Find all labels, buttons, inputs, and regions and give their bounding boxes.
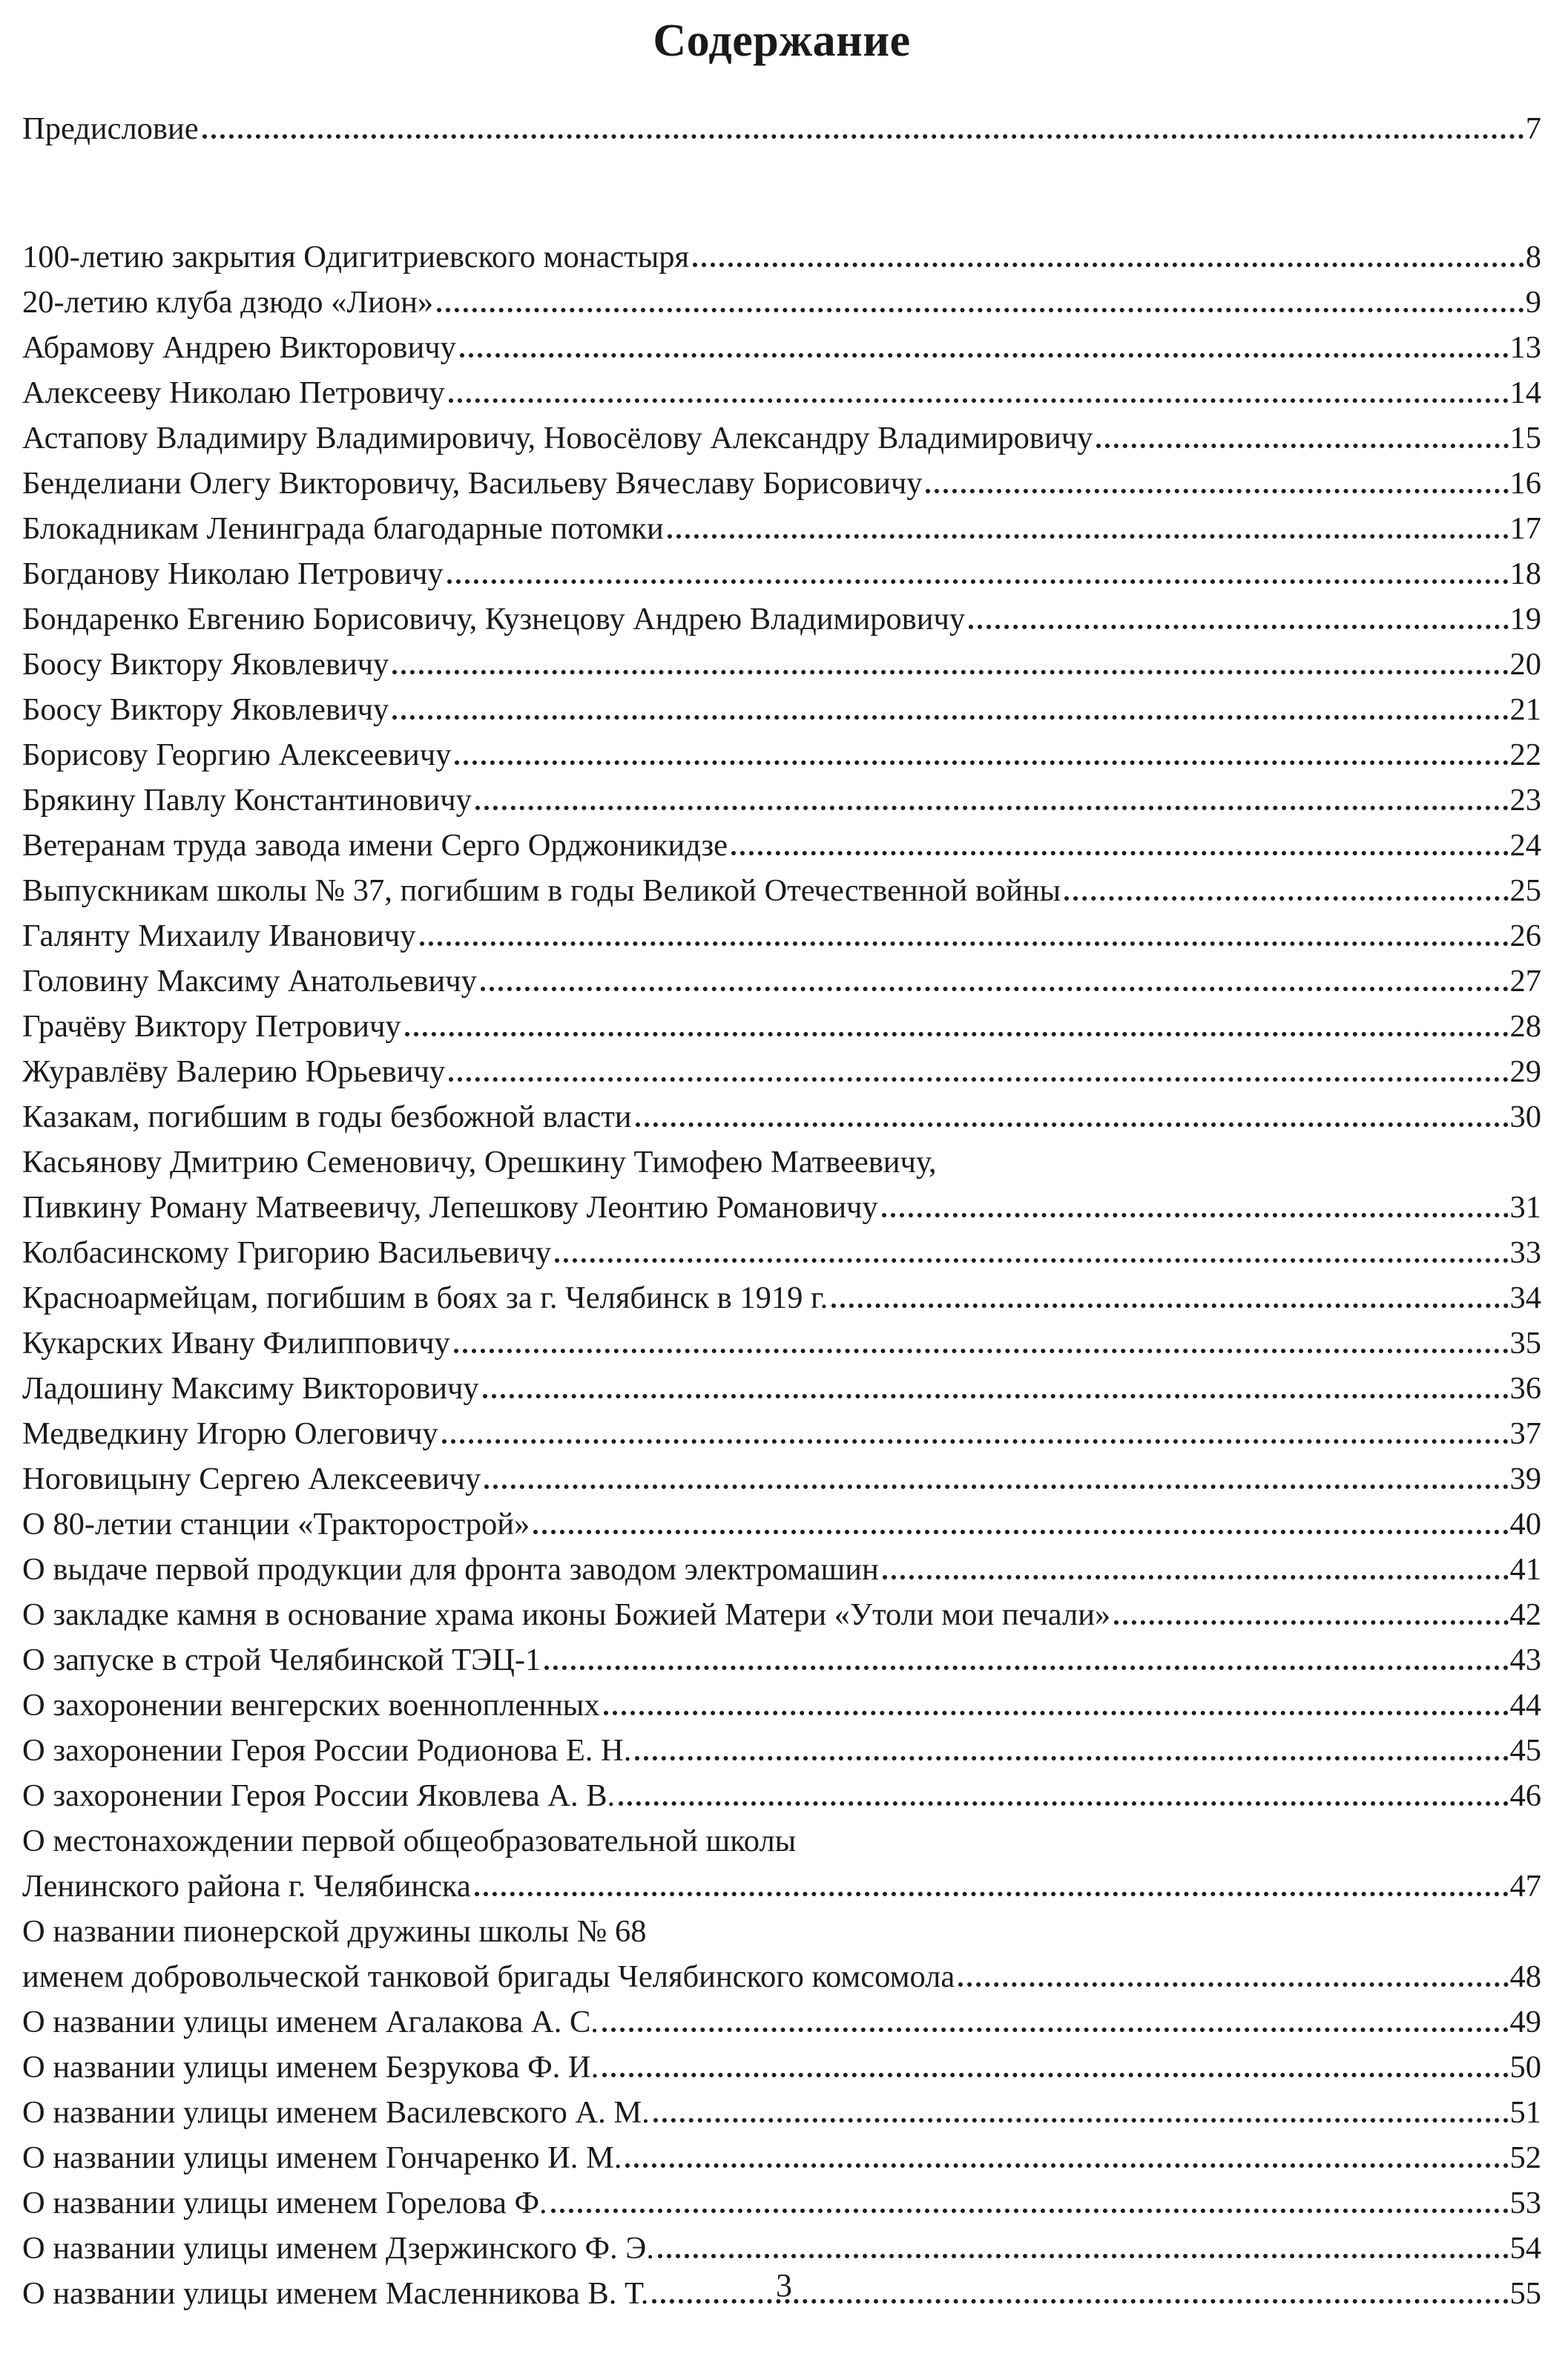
toc-entry-line xyxy=(22,1230,1541,1275)
toc-entry-line xyxy=(22,1909,1541,1954)
toc-page-number: 34 xyxy=(1509,1280,1541,1315)
toc-entry-line xyxy=(22,1502,1541,1547)
toc-leader-dots xyxy=(882,1213,1509,1217)
toc-entry-line xyxy=(22,1683,1541,1728)
toc-entry xyxy=(22,823,1541,868)
toc-entry xyxy=(22,2180,1541,2226)
toc-entry-line xyxy=(22,415,1541,461)
toc-entry xyxy=(22,2045,1541,2090)
toc-entry-line xyxy=(22,868,1541,913)
toc-page-number: 21 xyxy=(1509,692,1541,727)
toc-entry-line xyxy=(22,1999,1541,2045)
toc-entry-line xyxy=(22,1275,1541,1321)
toc-leader-dots xyxy=(420,941,1509,946)
toc-entry-line xyxy=(22,325,1541,370)
toc-entry-line xyxy=(22,1637,1541,1683)
toc-entry-label: Боосу Виктору Яковлевичу xyxy=(22,647,389,682)
toc-page-number: 55 xyxy=(1509,2276,1541,2311)
toc-leader-dots xyxy=(449,398,1509,403)
toc-leader-dots xyxy=(658,2254,1509,2258)
toc-entry xyxy=(22,415,1541,461)
toc-leader-dots xyxy=(731,851,1509,855)
toc-leader-dots xyxy=(475,1892,1509,1896)
toc-entry xyxy=(22,1773,1541,1818)
toc-entry xyxy=(22,1049,1541,1094)
toc-page-number: 52 xyxy=(1509,2140,1541,2175)
toc-page-number: 20 xyxy=(1509,647,1541,682)
toc-leader-dots xyxy=(454,1349,1509,1353)
toc-entry-line xyxy=(22,1547,1541,1592)
toc-entry xyxy=(22,1321,1541,1366)
toc-entry xyxy=(22,506,1541,551)
toc-entry-label: Ноговицыну Сергею Алексеевичу xyxy=(22,1462,481,1496)
toc-entry-label: Казакам, погибшим в годы безбожной власти xyxy=(22,1099,632,1134)
toc-entry-label: О названии пионерской дружины школы № 68 xyxy=(22,1914,647,1949)
toc-entry xyxy=(22,2090,1541,2135)
toc-entry xyxy=(22,1456,1541,1502)
toc-entry-label: Ленинского района г. Челябинска xyxy=(22,1869,471,1904)
toc-page-number: 22 xyxy=(1509,737,1541,772)
toc-entry xyxy=(22,2135,1541,2180)
toc-entry-label: Журавлёву Валерию Юрьевичу xyxy=(22,1054,446,1089)
toc-entry-line xyxy=(22,1954,1541,1999)
toc-entry-line xyxy=(22,642,1541,687)
toc-leader-dots xyxy=(475,806,1509,810)
toc-entry xyxy=(22,1999,1541,2045)
toc-entry-line xyxy=(22,106,1541,151)
toc-entry xyxy=(22,234,1541,280)
toc-entry xyxy=(22,461,1541,506)
toc-entry-label: Блокадникам Ленинграда благодарные потомки xyxy=(22,511,664,546)
toc-entry xyxy=(22,1909,1541,1999)
toc-page-number: 51 xyxy=(1509,2095,1541,2130)
toc-page-number: 39 xyxy=(1509,1462,1541,1496)
toc-entry-label: О захоронении Героя России Яковлева А. В. xyxy=(22,1778,616,1813)
toc-entry-label: Пивкину Роману Матвеевичу, Лепешкову Леонтию Романовичу xyxy=(22,1190,878,1225)
toc-entry-line xyxy=(22,687,1541,732)
toc-entry-line xyxy=(22,823,1541,868)
toc-page-number: 43 xyxy=(1509,1643,1541,1677)
toc-entry-line xyxy=(22,370,1541,415)
toc-entry-label: Ветеранам труда завода имени Серго Орджоникидзе xyxy=(22,828,728,863)
toc-entry-line xyxy=(22,234,1541,280)
toc-leader-dots xyxy=(653,2118,1509,2123)
toc-entry-label: Богданову Николаю Петровичу xyxy=(22,556,444,591)
toc-page-number: 24 xyxy=(1509,828,1541,863)
toc-leader-dots xyxy=(1114,1620,1508,1625)
toc-page-number: 16 xyxy=(1509,466,1541,501)
toc-page-number: 50 xyxy=(1509,2050,1541,2085)
toc-entry-label: Головину Максиму Анатольевичу xyxy=(22,964,477,999)
toc-leader-dots xyxy=(447,579,1509,584)
toc-entry-label: О названии улицы именем Агалакова А. С. xyxy=(22,2005,599,2039)
toc-leader-dots xyxy=(460,353,1509,358)
toc-entry xyxy=(22,2226,1541,2271)
toc-page-number: 45 xyxy=(1509,1733,1541,1768)
toc-leader-dots xyxy=(405,1032,1509,1036)
toc-leader-dots xyxy=(392,670,1508,674)
toc-entry-label: Грачёву Виктору Петровичу xyxy=(22,1009,401,1044)
toc-leader-dots xyxy=(636,1122,1509,1127)
toc-entry xyxy=(22,777,1541,823)
toc-entry-label: Колбасинскому Григорию Васильевичу xyxy=(22,1235,552,1270)
toc-entry xyxy=(22,1637,1541,1683)
toc-entry-label: Абрамову Андрею Викторовичу xyxy=(22,330,456,365)
page-title: Содержание xyxy=(653,16,911,66)
toc-leader-dots xyxy=(1096,444,1508,448)
toc-entry xyxy=(22,687,1541,732)
toc-entry xyxy=(22,280,1541,325)
footer-page-number: 3 xyxy=(776,2267,792,2304)
toc-page-number: 25 xyxy=(1509,873,1541,908)
toc-page-number: 31 xyxy=(1509,1190,1541,1225)
toc-entry-label: Кукарских Ивану Филипповичу xyxy=(22,1326,450,1361)
toc-leader-dots xyxy=(1064,896,1508,901)
toc-leader-dots xyxy=(483,1394,1509,1398)
toc-entry xyxy=(22,1366,1541,1411)
toc-entry-line xyxy=(22,1140,1541,1185)
toc-entry xyxy=(22,551,1541,596)
toc-entry-label: Брякину Павлу Константиновичу xyxy=(22,783,472,818)
toc-leader-dots xyxy=(555,1258,1508,1263)
toc-entry-label: 20-летию клуба дзюдо «Лион» xyxy=(22,285,434,320)
toc-entry-line xyxy=(22,2180,1541,2226)
toc-page-number: 18 xyxy=(1509,556,1541,591)
toc-leader-dots xyxy=(693,263,1524,267)
toc-page-number: 8 xyxy=(1525,240,1541,274)
toc-entry-line xyxy=(22,1456,1541,1502)
toc-entry-label: Бенделиани Олегу Викторовичу, Васильеву Вячеславу Борисовичу xyxy=(22,466,923,501)
toc-entry-line xyxy=(22,1864,1541,1909)
toc-leader-dots xyxy=(831,1303,1508,1308)
toc-leader-dots xyxy=(551,2209,1509,2213)
toc-entry xyxy=(22,325,1541,370)
toc-leader-dots xyxy=(484,1485,1508,1489)
toc-entry-line xyxy=(22,1366,1541,1411)
toc-page-number: 27 xyxy=(1509,964,1541,999)
toc-leader-dots xyxy=(969,625,1508,629)
toc-leader-dots xyxy=(481,987,1509,991)
toc-page-number: 9 xyxy=(1525,285,1541,320)
toc-list xyxy=(22,106,1541,2316)
toc-entry xyxy=(22,1004,1541,1049)
toc-entry-label: именем добровольческой танковой бригады Челябинского комсомола xyxy=(22,1959,955,1994)
toc-entry xyxy=(22,732,1541,777)
toc-entry xyxy=(22,1094,1541,1140)
toc-entry-line xyxy=(22,596,1541,642)
toc-entry-label: Касьянову Дмитрию Семеновичу, Орешкину Тимофею Матвеевичу, xyxy=(22,1145,937,1180)
toc-entry xyxy=(22,868,1541,913)
toc-leader-dots xyxy=(602,2073,1508,2077)
toc-entry-label: Борисову Георгию Алексеевичу xyxy=(22,737,452,772)
toc-leader-dots xyxy=(926,489,1508,493)
toc-leader-dots xyxy=(442,1439,1509,1444)
toc-entry-label: О названии улицы именем Гончаренко И. М. xyxy=(22,2140,622,2175)
toc-leader-dots xyxy=(449,1077,1508,1082)
toc-entry xyxy=(22,1275,1541,1321)
toc-entry-label: О названии улицы именем Дзержинского Ф. Э. xyxy=(22,2231,654,2266)
toc-leader-dots xyxy=(533,1530,1508,1534)
toc-entry-label: О названии улицы именем Безрукова Ф. И. xyxy=(22,2050,599,2085)
toc-page-number: 47 xyxy=(1509,1869,1541,1904)
toc-leader-dots xyxy=(883,1575,1509,1579)
toc-entry-label: Ладошину Максиму Викторовичу xyxy=(22,1371,479,1406)
toc-entry-line xyxy=(22,551,1541,596)
toc-entry xyxy=(22,1411,1541,1456)
toc-entry-label: О захоронении Героя России Родионова Е. Н. xyxy=(22,1733,632,1768)
toc-leader-dots xyxy=(392,715,1508,720)
toc-entry-label: О 80-летии станции «Тракторострой» xyxy=(22,1507,530,1542)
toc-entry-line xyxy=(22,2090,1541,2135)
toc-entry-label: О запуске в строй Челябинской ТЭЦ-1 xyxy=(22,1643,541,1677)
toc-entry-line xyxy=(22,1049,1541,1094)
toc-page-number: 42 xyxy=(1509,1597,1541,1632)
toc-entry xyxy=(22,1592,1541,1637)
toc-entry-label: О захоронении венгерских военнопленных xyxy=(22,1688,600,1723)
toc-entry-line xyxy=(22,1094,1541,1140)
toc-page-number: 49 xyxy=(1509,2005,1541,2039)
toc-entry xyxy=(22,106,1541,151)
toc-leader-dots xyxy=(958,1982,1508,1987)
toc-entry-line xyxy=(22,1004,1541,1049)
toc-leader-dots xyxy=(455,760,1508,765)
toc-entry-line xyxy=(22,1411,1541,1456)
toc-page-number: 36 xyxy=(1509,1371,1541,1406)
toc-leader-dots xyxy=(668,534,1509,539)
toc-page-number: 29 xyxy=(1509,1054,1541,1089)
toc-entry-line xyxy=(22,506,1541,551)
toc-entry xyxy=(22,1230,1541,1275)
toc-entry xyxy=(22,1140,1541,1230)
toc-page-number: 44 xyxy=(1509,1688,1541,1723)
toc-entry-label: О названии улицы именем Горелова Ф. xyxy=(22,2186,547,2220)
toc-entry-label: Алексееву Николаю Петровичу xyxy=(22,375,445,410)
toc-page-number: 41 xyxy=(1509,1552,1541,1587)
toc-entry-label: Медведкину Игорю Олеговичу xyxy=(22,1416,438,1451)
toc-entry-line xyxy=(22,2135,1541,2180)
toc-entry-line xyxy=(22,2226,1541,2271)
toc-entry-line xyxy=(22,1773,1541,1818)
toc-entry xyxy=(22,1728,1541,1773)
toc-entry xyxy=(22,370,1541,415)
toc-entry-line xyxy=(22,1321,1541,1366)
toc-entry-label: О названии улицы именем Василевского А. М. xyxy=(22,2095,650,2130)
toc-entry xyxy=(22,1502,1541,1547)
toc-page-number: 37 xyxy=(1509,1416,1541,1451)
toc-page-number: 35 xyxy=(1509,1326,1541,1361)
toc-leader-dots xyxy=(437,308,1524,312)
toc-entry-label: Предисловие xyxy=(22,111,199,146)
toc-entry xyxy=(22,596,1541,642)
toc-page-number: 15 xyxy=(1509,421,1541,456)
toc-entry-label: О выдаче первой продукции для фронта заводом электромашин xyxy=(22,1552,879,1587)
toc-entry-line xyxy=(22,913,1541,959)
toc-entry xyxy=(22,1547,1541,1592)
toc-entry-label: Выпускникам школы № 37, погибшим в годы Великой Отечественной войны xyxy=(22,873,1061,908)
toc-entry-label: Бондаренко Евгению Борисовичу, Кузнецову Андрею Владимировичу xyxy=(22,602,966,637)
toc-entry xyxy=(22,1683,1541,1728)
toc-page-number: 23 xyxy=(1509,783,1541,818)
toc-entry-label: О местонахождении первой общеобразовательной школы xyxy=(22,1824,797,1858)
toc-entry-line xyxy=(22,959,1541,1004)
toc-leader-dots xyxy=(619,1801,1508,1806)
toc-page-number: 46 xyxy=(1509,1778,1541,1813)
toc-entry-label: Красноармейцам, погибшим в боях за г. Челябинск в 1919 г. xyxy=(22,1280,829,1315)
toc-page-number: 53 xyxy=(1509,2186,1541,2220)
toc-page-number: 19 xyxy=(1509,602,1541,637)
toc-page-number: 28 xyxy=(1509,1009,1541,1044)
toc-page-number: 40 xyxy=(1509,1507,1541,1542)
toc-leader-dots xyxy=(202,134,1524,139)
toc-page-number: 14 xyxy=(1509,375,1541,410)
toc-leader-dots xyxy=(635,1756,1508,1760)
toc-entry-line xyxy=(22,1185,1541,1230)
toc-entry-label: Галянту Михаилу Ивановичу xyxy=(22,918,416,953)
toc-leader-dots xyxy=(625,2163,1508,2168)
toc-leader-dots xyxy=(544,1666,1508,1670)
toc-entry-line xyxy=(22,2045,1541,2090)
toc-entry-line xyxy=(22,777,1541,823)
toc-page-number: 30 xyxy=(1509,1099,1541,1134)
toc-entry-label: О названии улицы именем Масленникова В. Т. xyxy=(22,2276,649,2311)
toc-page-number: 54 xyxy=(1509,2231,1541,2266)
toc-entry xyxy=(22,642,1541,687)
toc-entry-line xyxy=(22,1728,1541,1773)
toc-leader-dots xyxy=(602,2028,1509,2032)
toc-page-number: 17 xyxy=(1509,511,1541,546)
toc-entry-line xyxy=(22,1592,1541,1637)
toc-leader-dots xyxy=(604,1711,1509,1715)
toc-entry xyxy=(22,959,1541,1004)
toc-entry xyxy=(22,1818,1541,1909)
toc-entry-label: Боосу Виктору Яковлевичу xyxy=(22,692,389,727)
toc-page-number: 26 xyxy=(1509,918,1541,953)
toc-page-number: 48 xyxy=(1509,1959,1541,1994)
toc-page-number: 33 xyxy=(1509,1235,1541,1270)
toc-entry-label: О закладке камня в основание храма иконы Божией Матери «Утоли мои печали» xyxy=(22,1597,1111,1632)
toc-entry-line xyxy=(22,732,1541,777)
toc-entry xyxy=(22,913,1541,959)
toc-entry-line xyxy=(22,461,1541,506)
toc-page-number: 7 xyxy=(1525,111,1541,146)
toc-page-number: 13 xyxy=(1509,330,1541,365)
toc-entry-label: 100-летию закрытия Одигитриевского монастыря xyxy=(22,240,690,274)
toc-entry-line xyxy=(22,1818,1541,1864)
toc-entry-label: Астапову Владимиру Владимировичу, Новосёлову Александру Владимировичу xyxy=(22,421,1093,456)
toc-entry-line xyxy=(22,280,1541,325)
